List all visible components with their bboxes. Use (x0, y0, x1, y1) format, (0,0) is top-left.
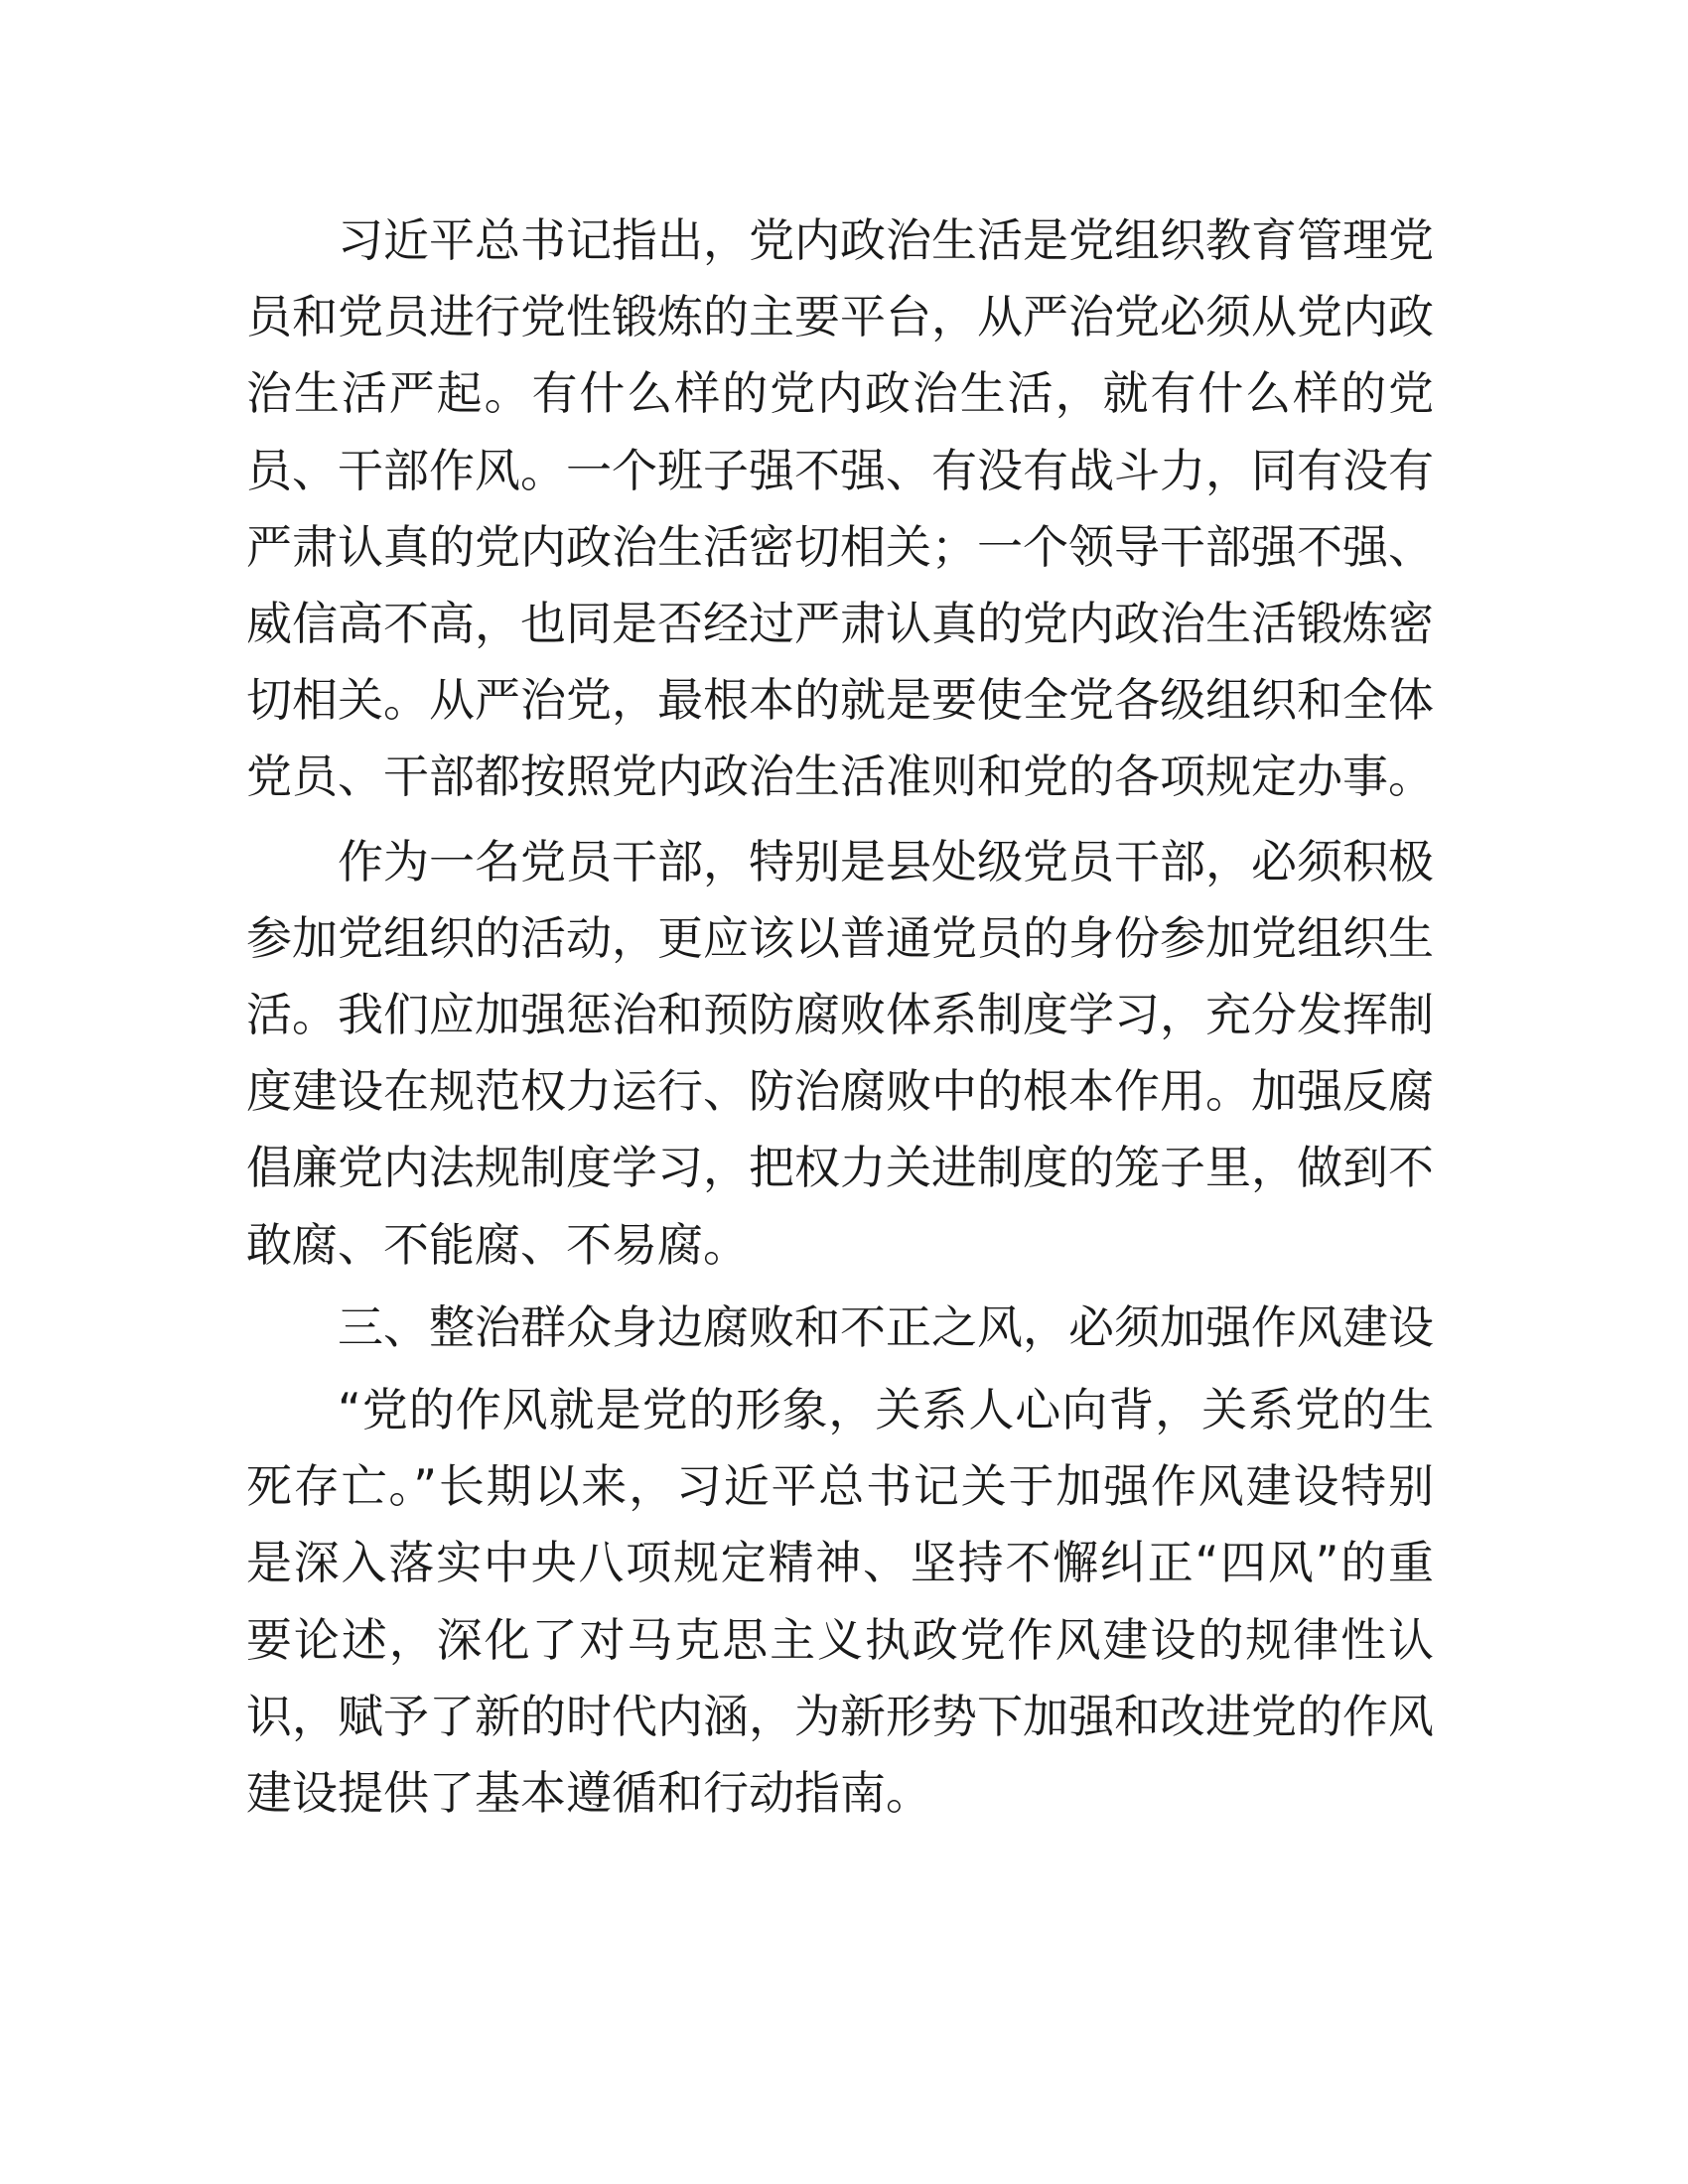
paragraph-party-work-style: “党的作风就是党的形象，关系人心向背，关系党的生死存亡。”长期以来，习近平总书记关于加强作风建设特别是深入落实中央八项规定精神、坚持不懈纠正“四风”的重要论述，深化了对马克思主义执政党作风建设的规律性认识，赋予了新的时代内涵，为新形势下加强和改进党的作风建设提供了基本遵循和行动指南。 (246, 1383, 1434, 1821)
paragraph-party-cadre-duty: 作为一名党员干部，特别是县处级党员干部，必须积极参加党组织的活动，更应该以普通党员的身份参加党组织生活。我们应加强惩治和预防腐败体系制度学习，充分发挥制度建设在规范权力运行、防治腐败中的根本作用。加强反腐倡廉党内法规制度学习，把权力关进制度的笼子里，做到不敢腐、不能腐、不易腐。 (246, 834, 1434, 1272)
section-heading-work-style: 三、整治群众身边腐败和不正之风，必须加强作风建设 (338, 1299, 1434, 1354)
document-body (246, 203, 1434, 1832)
paragraph-party-political-life: 习近平总书记指出，党内政治生活是党组织教育管理党员和党员进行党性锻炼的主要平台，从严治党必须从党内政治生活严起。有什么样的党内政治生活，就有什么样的党员、干部作风。一个班子强不强、有没有战斗力，同有没有严肃认真的党内政治生活密切相关；一个领导干部强不强、威信高不高，也同是否经过严肃认真的党内政治生活锻炼密切相关。从严治党，最根本的就是要使全党各级组织和全体党员、干部都按照党内政治生活准则和党的各项规定办事。 (246, 213, 1434, 804)
